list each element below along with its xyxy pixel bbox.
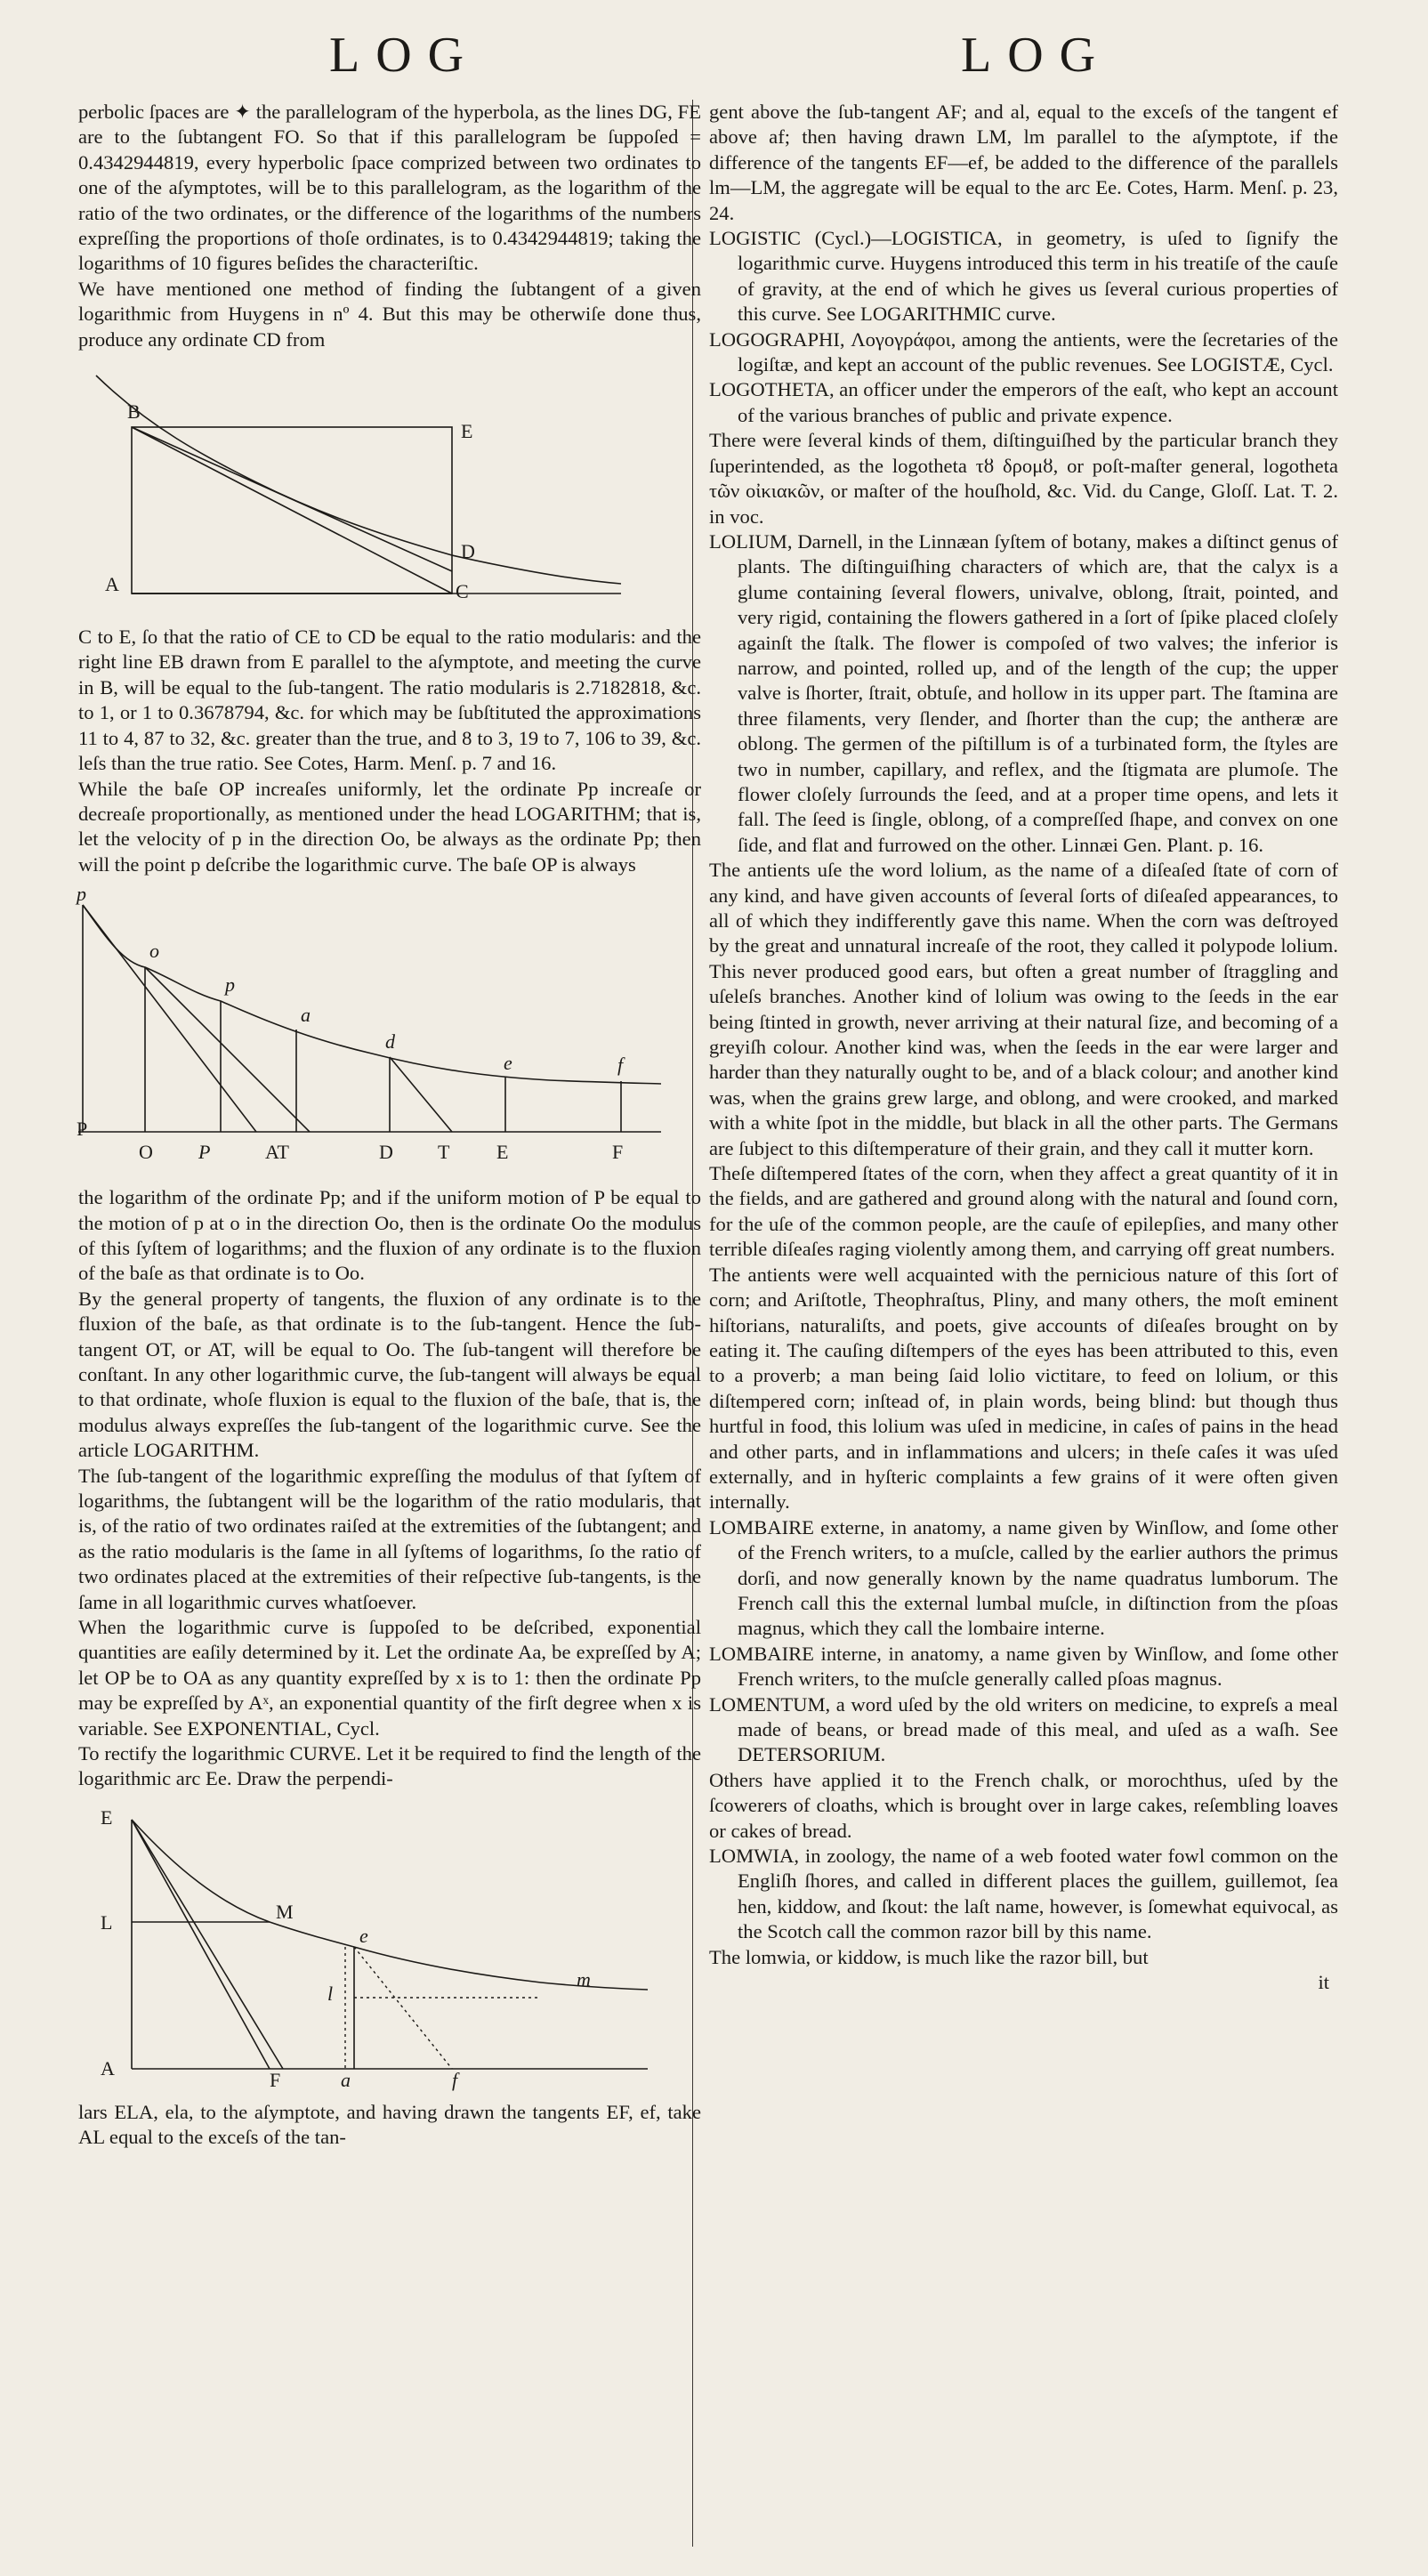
- right-column: [709, 100, 1338, 1995]
- right-paragraph-lolium-pernicious: The antients were well acquainted with the pernicious nature of this ſort of corn; and Ariſtotle, Theophraſtus, Pliny, and many others, the moſt eminent hiſtorians, naturaliſts, and poets, give accounts of diſeaſes brought on by eating it. The cauſing diſtempers of the eyes has been attributed to this, even to a proverb; a man being ſaid lolio victitare, to feed on lolium, or this diſtempered corn; inſtead of, in plain words, being blind: but though thus hurtful in food, this lolium was uſed in medicine, in caſes of pains in the head and other parts, and in inflammations and ulcers; in theſe caſes it was uſed externally, and in hyſteric complaints a few grains of it were often given internally.: [709, 1263, 1338, 1514]
- fig2-label-o: o: [149, 940, 159, 963]
- fig2-label-F: F: [612, 1141, 624, 1164]
- fig2-label-a: a: [301, 1004, 311, 1027]
- fig2-label-d: d: [385, 1030, 395, 1054]
- fig3-label-e: e: [359, 1924, 368, 1947]
- fig3-label-l: l: [327, 1982, 334, 2005]
- entry-lombaire-externe: LOMBAIRE externe, in anatomy, a name given by Winſlow, and ſome other of the French writers, to a muſcle, called by the earlier authors the primus dorſi, and now generally known by the name quadratus lumborum. The French call this the external lumbal muſcle, in diſtinction from the pſoas magnus, which they call the lombaire interne.: [709, 1515, 1338, 1640]
- fig3-label-L: L: [101, 1910, 113, 1934]
- fig1-label-a: A: [105, 573, 119, 596]
- fig2-label-O: O: [139, 1141, 153, 1164]
- figure-rectify-curve: [78, 1797, 701, 2091]
- right-paragraph-1: gent above the ſub-tangent AF; and al, equal to the exceſs of the tangent ef above af; then having drawn LM, lm parallel to the aſymptote, if the difference of the tangents EF—ef, be added to the difference of the parallels lm—LM, the aggregate will be equal to the arc Ee. Cotes, Harm. Menſ. p. 23, 24.: [709, 101, 1338, 224]
- fig2-label-E: E: [496, 1141, 509, 1164]
- left-paragraph-4: While the baſe OP increaſes uniformly, let the ordinate Pp increaſe or decreaſe proportionally, as mentioned under the head LOGARITHM; that is, let the velocity of p in the direction Oo, be always as the ordinate Pp; then will the point p deſcribe the logarithmic curve. The baſe OP is always: [78, 777, 701, 876]
- fig1-label-b: B: [127, 400, 141, 424]
- fig3-label-F: F: [270, 2068, 281, 2091]
- fig3-label-f: f: [452, 2068, 458, 2091]
- running-head-right: LOG: [961, 28, 1112, 83]
- figure-3-svg: [78, 1797, 701, 2091]
- left-paragraph-1: perbolic ſpaces are ✦ the parallelogram of the hyperbola, as the lines DG, FE are to the ſubtangent FO. So that if this parallelogram be ſuppoſed = 0.4342944819, every hyperbolic ſpace comprized between two ordinates to one of the aſymptotes, will be to this parallelogram, as the logarithm of the ratio of the two ordinates, or the difference of the logarithms of the numbers expreſſing the proportions of thoſe ordinates, is to 0.4342944819; taking the logarithms of 10 figures beſides the characteriſtic.: [78, 101, 701, 275]
- left-paragraph-10: lars ELA, ela, to the aſymptote, and having drawn the tangents EF, ef, take AL equal to the exceſs of the tan-: [78, 2100, 701, 2149]
- right-paragraph-lomwia-kiddow: The lomwia, or kiddow, is much like the razor bill, but: [709, 1945, 1149, 1968]
- left-paragraph-5: the logarithm of the ordinate Pp; and if the uniform motion of P be equal to the motion of p at o in the direction Oo, then is the ordinate Oo the modulus of this ſyſtem of logarithms; and the fluxion of any ordinate is to the fluxion of the baſe as that ordinate is to Oo.: [78, 1186, 701, 1285]
- right-paragraph-logotheta-kinds: There were ſeveral kinds of them, diſtinguiſhed by the particular branch they ſuperintended, as the logotheta τȣ δρομȣ, or poſt-maſter general, logotheta τῶν οἰκιακῶν, or maſter of the houſhold, &c. Vid. du Cange, Gloſſ. Lat. T. 2. in voc.: [709, 429, 1338, 528]
- fig2-label-P: P: [77, 1118, 88, 1141]
- figure-1-svg: [78, 358, 701, 616]
- fig2-label-p-base: P: [198, 1141, 211, 1164]
- entry-logotheta: LOGOTHETA, an officer under the emperors of the eaſt, who kept an account of the various branches of public and private expence.: [709, 378, 1338, 426]
- fig2-label-T: T: [438, 1141, 450, 1164]
- figure-2-svg: [78, 883, 701, 1176]
- entry-logographi: LOGOGRAPHI, Λογογράφοι, among the antients, were the ſecretaries of the logiſtæ, and kept an account of the public revenues. See LOGISTÆ, Cycl.: [709, 327, 1338, 376]
- left-paragraph-8: When the logarithmic curve is ſuppoſed to be deſcribed, exponential quantities are eaſily determined by it. Let the ordinate Aa, be expreſſed by A; let OP be to OA as any quantity expreſſed by x is to 1: then the ordinate Pp may be expreſſed by Aˣ, an exponential quantity of the firſt degree when x is variable. See EXPONENTIAL, Cycl.: [78, 1616, 701, 1740]
- right-paragraph-lolium-distempered: Theſe diſtempered ſtates of the corn, when they affect a great quantity of it in the fields, and are gathered and ground along with the natural and ſound corn, for the uſe of the common people, are the cauſe of epilepſies, and many other terrible diſeaſes raging violently among them, and carrying off great numbers.: [709, 1162, 1338, 1261]
- left-paragraph-9: To rectify the logarithmic CURVE. Let it be required to find the length of the logarithmic arc Ee. Draw the perpendi-: [78, 1742, 701, 1790]
- left-paragraph-3: C to E, ſo that the ratio of CE to CD be equal to the ratio modularis: and the right line EB drawn from E parallel to the aſymptote, and meeting the curve in B, will be equal to the ſub-tangent. The ratio modularis is 2.7182818, &c. to 1, or 1 to 0.3678794, &c. for which may be ſubſtituted the approximations 11 to 4, 87 to 32, &c. greater than the true, and 8 to 3, 19 to 7, 106 to 39, &c. leſs than the true ratio. See Cotes, Harm. Menſ. p. 7 and 16.: [78, 626, 701, 775]
- fig3-label-a: a: [341, 2068, 351, 2091]
- fig3-label-A: A: [101, 2056, 115, 2079]
- left-column: [78, 100, 701, 2151]
- fig3-label-M: M: [276, 1900, 294, 1923]
- catchword: it: [1318, 1971, 1329, 1994]
- entry-lomwia: LOMWIA, in zoology, the name of a web footed water fowl common on the Engliſh ſhores, and called in different places the guillem, guillemot, ſea hen, kiddow, and ſkout: the laſt name, however, is ſomewhat equivocal, as the Scotch call the common razor bill by this name.: [709, 1845, 1338, 1943]
- entry-logistic: LOGISTIC (Cycl.)—LOGISTICA, in geometry, is uſed to ſignify the logarithmic curve. Huygens introduced this term in his treatiſe of the cauſe of gravity, at the end of which he gives us ſeveral curious properties of this curve. See LOGARITHMIC curve.: [709, 227, 1338, 326]
- fig3-label-m: m: [577, 1967, 591, 1991]
- left-paragraph-7: The ſub-tangent of the logarithmic expreſſing the modulus of that ſyſtem of logarithms, the ſubtangent will be the logarithm of the ratio modularis, that is, of the ratio of two ordinates raiſed at the extremities of the ſubtangent; and as the ratio modularis is the ſame in all ſyſtems of logarithms, ſo the ratio of two ordinates placed at the extremities of their reſpective ſub-tangents, is the ſame in all logarithmic curves whatſoever.: [78, 1464, 701, 1613]
- left-paragraph-2: We have mentioned one method of finding the ſubtangent of a given logarithmic from Huygens in nº 4. But this may be otherwiſe done thus, produce any ordinate CD from: [78, 277, 701, 351]
- right-paragraph-lolium-antients: The antients uſe the word lolium, as the name of a diſeaſed ſtate of corn of any kind, and have given accounts of ſeveral ſorts of diſeaſed appearances, to all of which they indifferently gave this name. When the corn was deſtroyed by the great and unnatural increaſe of the root, they called it polypode lolium. This never produced good ears, but often a great number of ſtraggling and uſeleſs branches. Another kind of lolium was owing to the ſeeds in the ear being ſtinted in growth, never arriving at their natural ſize, and becoming of a greyiſh colour. Another kind was, when the ſeeds in the ear were larger and harder than they naturally ought to be, and of a black colour; and another kind was, when the grains grew large, and oblong, and were crooked, and marked with a white ſpot in the middle, but black in all the other parts. The Germans are ſubject to this diſtemperature of their grain, and they call it mutter korn.: [709, 859, 1338, 1159]
- fig2-label-f: f: [617, 1054, 624, 1077]
- figure-subtangent: [78, 358, 701, 616]
- fig2-label-p-small: p: [225, 973, 235, 997]
- entry-lomentum: LOMENTUM, a word uſed by the old writers on medicine, to expreſs a meal made of beans, or bread made of this meal, and uſed as a waſh. See DETERSORIUM.: [709, 1692, 1338, 1766]
- right-paragraph-lomentum-others: Others have applied it to the French chalk, or morochthus, uſed by the ſcowerers of cloaths, which is brought over in large cakes, reſembling loaves or cakes of bread.: [709, 1768, 1338, 1842]
- fig3-label-E: E: [101, 1805, 113, 1829]
- fig2-label-D: D: [379, 1141, 393, 1164]
- fig1-label-e: E: [461, 420, 473, 443]
- fig2-label-e: e: [504, 1052, 512, 1075]
- fig1-label-c: C: [456, 580, 469, 603]
- entry-lolium: LOLIUM, Darnell, in the Linnæan ſyſtem of botany, makes a diſtinct genus of plants. The diſtinguiſhing characters of which are, that the calyx is a glume containing ſeveral flowers, univalve, oblong, ſtrait, pointed, and very rigid, containing the flowers gathered in a ſort of ſpike placed cloſely againſt the ſtalk. The flower is compoſed of two valves; the inferior is narrow, and pointed, rolled up, and of the length of the cup; the upper valve is ſhorter, ſtrait, obtuſe, and hollow in its upper part. The ſtamina are three filaments, very ſlender, and ſhorter than the cup; the antheræ are oblong. The germen of the piſtillum is of a turbinated form, the ſtyles are two in number, capillary, and reflex, and the ſtigmata are plumoſe. The flower cloſely ſurrounds the ſeed, and at a proper time opens, and lets it fall. The ſeed is ſingle, oblong, of a compreſſed ſhape, and convex on one ſide, and flat and furrowed on the other. Linnæi Gen. Plant. p. 16.: [709, 529, 1338, 856]
- running-head-left: LOG: [329, 28, 480, 83]
- entry-lombaire-interne: LOMBAIRE interne, in anatomy, a name given by Winſlow, and ſome other French writers, to the muſcle generally called pſoas magnus.: [709, 1642, 1338, 1691]
- fig2-label-AT: AT: [265, 1141, 289, 1164]
- fig2-label-p-top: p: [77, 883, 86, 906]
- fig1-label-d: D: [461, 540, 475, 563]
- left-paragraph-6: By the general property of tangents, the fluxion of any ordinate is to the fluxion of the baſe, as that ordinate is to the ſub-tangent. Hence the ſub-tangent OT, or AT, will be equal to Oo. The ſub-tangent will therefore be conſtant. In any other logarithmic curve, the ſub-tangent will always be equal to that ordinate, whoſe fluxion is equal to the fluxion of the baſe, that is, the modulus always expreſſes the ſub-tangent of the logarithmic curve. See the article LOGARITHM.: [78, 1287, 701, 1462]
- figure-logarithmic-curve: [78, 883, 701, 1176]
